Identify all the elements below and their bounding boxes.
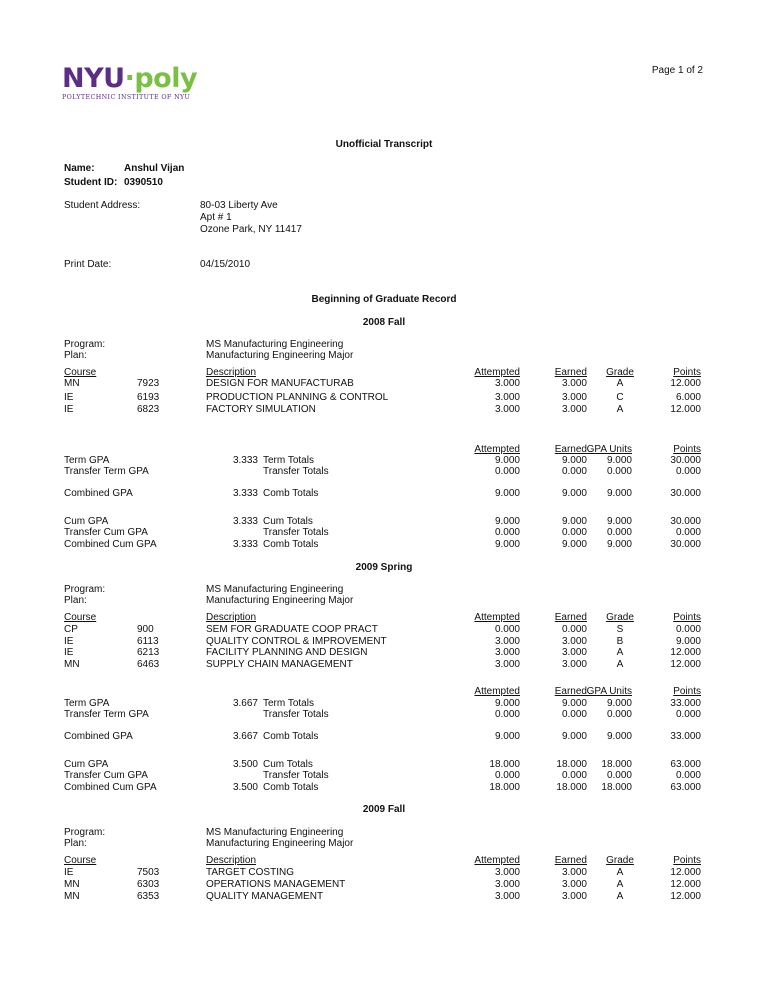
description-header: Description: [206, 367, 257, 378]
program-label: Program:: [64, 584, 106, 595]
course-earned: 3.000: [561, 891, 587, 902]
course-number: 6353: [137, 891, 160, 902]
combined-label: Combined GPA: [64, 731, 133, 742]
course-description: PRODUCTION PLANNING & CONTROL: [206, 392, 389, 403]
grade-header: Grade: [606, 367, 634, 378]
cum-earned: 9.000: [561, 516, 587, 527]
course-subject: MN: [64, 891, 80, 902]
term-gpa-units: 9.000: [606, 455, 632, 466]
combined-label: Combined GPA: [64, 488, 133, 499]
student-name: Anshul Vijan: [124, 163, 185, 174]
course-attempted: 3.000: [494, 392, 520, 403]
transfer-term-totals-label: Transfer Totals: [263, 466, 329, 477]
combined-cum-gpa-units: 9.000: [606, 539, 632, 550]
course-subject: IE: [64, 647, 74, 658]
points-header: Points: [673, 855, 701, 866]
cum-totals-label: Cum Totals: [263, 516, 313, 527]
course-description: QUALITY MANAGEMENT: [206, 891, 324, 902]
student-id-label: Student ID:: [64, 177, 118, 188]
plan-value: Manufacturing Engineering Major: [206, 350, 354, 361]
course-earned: 0.000: [561, 624, 587, 635]
term-gpa: 3.333: [232, 455, 258, 466]
plan-label: Plan:: [64, 838, 87, 849]
grade-header: Grade: [606, 855, 634, 866]
totals-points-header: Points: [673, 686, 701, 697]
course-grade: A: [616, 404, 624, 415]
course-attempted: 3.000: [494, 647, 520, 658]
combined-totals-label: Comb Totals: [263, 731, 319, 742]
program-label: Program:: [64, 827, 106, 838]
course-points: 12.000: [670, 867, 701, 878]
course-description: TARGET COSTING: [206, 867, 294, 878]
course-number: 6213: [137, 647, 160, 658]
course-number: 6193: [137, 392, 160, 403]
course-subject: MN: [64, 378, 80, 389]
course-number: 6303: [137, 879, 160, 890]
transfer-cum-totals-label: Transfer Totals: [263, 770, 329, 781]
program-value: MS Manufacturing Engineering: [206, 339, 344, 350]
transfer-cum-totals-label: Transfer Totals: [263, 527, 329, 538]
course-points: 12.000: [670, 378, 701, 389]
print-date: 04/15/2010: [200, 259, 251, 270]
combined-cum-earned: 9.000: [561, 539, 587, 550]
course-description: SUPPLY CHAIN MANAGEMENT: [206, 659, 353, 670]
combined-cum-gpa: 3.333: [232, 539, 258, 550]
term-earned: 9.000: [561, 698, 587, 709]
transfer-term-attempted: 0.000: [494, 466, 520, 477]
cum-label: Cum GPA: [64, 516, 109, 527]
plan-label: Plan:: [64, 595, 87, 606]
address-label: Student Address:: [64, 200, 141, 211]
course-grade: A: [616, 867, 624, 878]
totals-attempted-header: Attempted: [474, 444, 520, 455]
combined-cum-attempted: 18.000: [489, 782, 520, 793]
course-grade: A: [616, 378, 624, 389]
term-gpa: 3.667: [232, 698, 258, 709]
combined-points: 30.000: [670, 488, 701, 499]
transfer-cum-label: Transfer Cum GPA: [64, 770, 148, 781]
earned-header: Earned: [554, 612, 587, 623]
transfer-cum-gpa-units: 0.000: [606, 527, 632, 538]
transfer-cum-attempted: 0.000: [494, 770, 520, 781]
transfer-cum-earned: 0.000: [561, 770, 587, 781]
course-number: 6463: [137, 659, 160, 670]
combined-earned: 9.000: [561, 731, 587, 742]
attempted-header: Attempted: [474, 855, 520, 866]
combined-cum-label: Combined Cum GPA: [64, 782, 157, 793]
course-subject: MN: [64, 659, 80, 670]
combined-cum-totals-label: Comb Totals: [263, 782, 319, 793]
course-earned: 3.000: [561, 404, 587, 415]
course-points: 12.000: [670, 647, 701, 658]
term-heading: 2009 Spring: [355, 562, 413, 573]
course-earned: 3.000: [561, 879, 587, 890]
course-earned: 3.000: [561, 636, 587, 647]
combined-cum-gpa-units: 18.000: [601, 782, 632, 793]
course-points: 9.000: [675, 636, 701, 647]
course-header: Course: [64, 612, 97, 623]
term-label: Term GPA: [64, 698, 110, 709]
course-description: FACILITY PLANNING AND DESIGN: [206, 647, 368, 658]
totals-attempted-header: Attempted: [474, 686, 520, 697]
term-totals-label: Term Totals: [263, 698, 314, 709]
combined-cum-earned: 18.000: [556, 782, 587, 793]
combined-attempted: 9.000: [494, 731, 520, 742]
cum-gpa: 3.500: [232, 759, 258, 770]
description-header: Description: [206, 612, 257, 623]
course-grade: A: [616, 659, 624, 670]
cum-points: 63.000: [670, 759, 701, 770]
course-attempted: 3.000: [494, 378, 520, 389]
description-header: Description: [206, 855, 257, 866]
course-subject: IE: [64, 404, 74, 415]
term-attempted: 9.000: [494, 698, 520, 709]
course-grade: S: [616, 624, 624, 635]
course-subject: CP: [64, 624, 78, 635]
combined-gpa-units: 9.000: [606, 731, 632, 742]
transfer-cum-points: 0.000: [675, 770, 701, 781]
totals-earned-header: Earned: [554, 686, 587, 697]
course-earned: 3.000: [561, 659, 587, 670]
course-attempted: 3.000: [494, 891, 520, 902]
attempted-header: Attempted: [474, 612, 520, 623]
course-number: 6823: [137, 404, 160, 415]
logo-subtitle: POLYTECHNIC INSTITUTE OF NYU: [62, 94, 191, 101]
course-description: DESIGN FOR MANUFACTURAB: [206, 378, 354, 389]
transfer-term-label: Transfer Term GPA: [64, 709, 149, 720]
course-earned: 3.000: [561, 867, 587, 878]
course-description: FACTORY SIMULATION: [206, 404, 316, 415]
combined-cum-points: 30.000: [670, 539, 701, 550]
combined-cum-gpa: 3.500: [232, 782, 258, 793]
page-number: Page 1 of 2: [651, 65, 703, 76]
cum-attempted: 9.000: [494, 516, 520, 527]
cum-points: 30.000: [670, 516, 701, 527]
combined-gpa-units: 9.000: [606, 488, 632, 499]
course-attempted: 3.000: [494, 879, 520, 890]
combined-points: 33.000: [670, 731, 701, 742]
course-number: 900: [137, 624, 154, 635]
course-points: 6.000: [675, 392, 701, 403]
course-subject: MN: [64, 879, 80, 890]
transfer-term-attempted: 0.000: [494, 709, 520, 720]
gpa-units-header: GPA Units: [586, 686, 632, 697]
term-heading: 2008 Fall: [362, 317, 406, 328]
address-line: Ozone Park, NY 11417: [200, 224, 302, 235]
transfer-term-label: Transfer Term GPA: [64, 466, 149, 477]
transfer-term-earned: 0.000: [561, 466, 587, 477]
term-attempted: 9.000: [494, 455, 520, 466]
combined-cum-points: 63.000: [670, 782, 701, 793]
term-points: 33.000: [670, 698, 701, 709]
course-earned: 3.000: [561, 647, 587, 658]
transfer-cum-label: Transfer Cum GPA: [64, 527, 148, 538]
address-line: 80-03 Liberty Ave: [200, 200, 278, 211]
term-label: Term GPA: [64, 455, 110, 466]
term-heading: 2009 Fall: [362, 804, 406, 815]
earned-header: Earned: [554, 367, 587, 378]
totals-earned-header: Earned: [554, 444, 587, 455]
program-label: Program:: [64, 339, 106, 350]
transfer-cum-attempted: 0.000: [494, 527, 520, 538]
transfer-term-gpa-units: 0.000: [606, 709, 632, 720]
course-attempted: 3.000: [494, 636, 520, 647]
logo-dot: ·: [124, 63, 135, 94]
transfer-cum-earned: 0.000: [561, 527, 587, 538]
course-header: Course: [64, 367, 97, 378]
course-grade: A: [616, 879, 624, 890]
cum-label: Cum GPA: [64, 759, 109, 770]
term-points: 30.000: [670, 455, 701, 466]
student-id: 0390510: [124, 177, 163, 188]
logo-nyu: NYU: [62, 63, 125, 94]
gpa-units-header: GPA Units: [586, 444, 632, 455]
name-label: Name:: [64, 163, 95, 174]
course-attempted: 3.000: [494, 867, 520, 878]
transfer-term-totals-label: Transfer Totals: [263, 709, 329, 720]
document-title: Unofficial Transcript: [335, 139, 433, 150]
course-description: QUALITY CONTROL & IMPROVEMENT: [206, 636, 387, 647]
combined-gpa: 3.667: [232, 731, 258, 742]
plan-value: Manufacturing Engineering Major: [206, 838, 354, 849]
combined-gpa: 3.333: [232, 488, 258, 499]
course-number: 7503: [137, 867, 160, 878]
logo-poly: poly: [134, 63, 198, 94]
combined-cum-totals-label: Comb Totals: [263, 539, 319, 550]
plan-label: Plan:: [64, 350, 87, 361]
course-points: 0.000: [675, 624, 701, 635]
term-earned: 9.000: [561, 455, 587, 466]
cum-gpa-units: 18.000: [601, 759, 632, 770]
transfer-term-earned: 0.000: [561, 709, 587, 720]
course-attempted: 3.000: [494, 404, 520, 415]
cum-totals-label: Cum Totals: [263, 759, 313, 770]
cum-gpa-units: 9.000: [606, 516, 632, 527]
course-subject: IE: [64, 636, 74, 647]
print-date-label: Print Date:: [64, 259, 112, 270]
course-subject: IE: [64, 392, 74, 403]
address-line: Apt # 1: [200, 212, 232, 223]
program-value: MS Manufacturing Engineering: [206, 827, 344, 838]
course-grade: A: [616, 891, 624, 902]
course-attempted: 3.000: [494, 659, 520, 670]
combined-cum-attempted: 9.000: [494, 539, 520, 550]
course-grade: A: [616, 647, 624, 658]
points-header: Points: [673, 367, 701, 378]
combined-totals-label: Comb Totals: [263, 488, 319, 499]
course-attempted: 0.000: [494, 624, 520, 635]
cum-attempted: 18.000: [489, 759, 520, 770]
course-points: 12.000: [670, 879, 701, 890]
course-subject: IE: [64, 867, 74, 878]
course-number: 7923: [137, 378, 160, 389]
plan-value: Manufacturing Engineering Major: [206, 595, 354, 606]
course-points: 12.000: [670, 404, 701, 415]
attempted-header: Attempted: [474, 367, 520, 378]
earned-header: Earned: [554, 855, 587, 866]
course-number: 6113: [137, 636, 159, 647]
course-earned: 3.000: [561, 378, 587, 389]
grade-header: Grade: [606, 612, 634, 623]
transfer-term-points: 0.000: [675, 466, 701, 477]
course-earned: 3.000: [561, 392, 587, 403]
record-heading: Beginning of Graduate Record: [311, 294, 457, 305]
transfer-cum-gpa-units: 0.000: [606, 770, 632, 781]
course-points: 12.000: [670, 891, 701, 902]
combined-earned: 9.000: [561, 488, 587, 499]
combined-attempted: 9.000: [494, 488, 520, 499]
course-grade: B: [616, 636, 624, 647]
transfer-term-gpa-units: 0.000: [606, 466, 632, 477]
course-grade: C: [616, 392, 624, 403]
course-header: Course: [64, 855, 97, 866]
course-description: OPERATIONS MANAGEMENT: [206, 879, 346, 890]
cum-gpa: 3.333: [232, 516, 258, 527]
course-points: 12.000: [670, 659, 701, 670]
combined-cum-label: Combined Cum GPA: [64, 539, 157, 550]
term-totals-label: Term Totals: [263, 455, 314, 466]
nyu-poly-logo: [62, 64, 197, 101]
program-value: MS Manufacturing Engineering: [206, 584, 344, 595]
points-header: Points: [673, 612, 701, 623]
term-gpa-units: 9.000: [606, 698, 632, 709]
transfer-term-points: 0.000: [675, 709, 701, 720]
course-description: SEM FOR GRADUATE COOP PRACT: [206, 624, 378, 635]
cum-earned: 18.000: [556, 759, 587, 770]
transfer-cum-points: 0.000: [675, 527, 701, 538]
totals-points-header: Points: [673, 444, 701, 455]
